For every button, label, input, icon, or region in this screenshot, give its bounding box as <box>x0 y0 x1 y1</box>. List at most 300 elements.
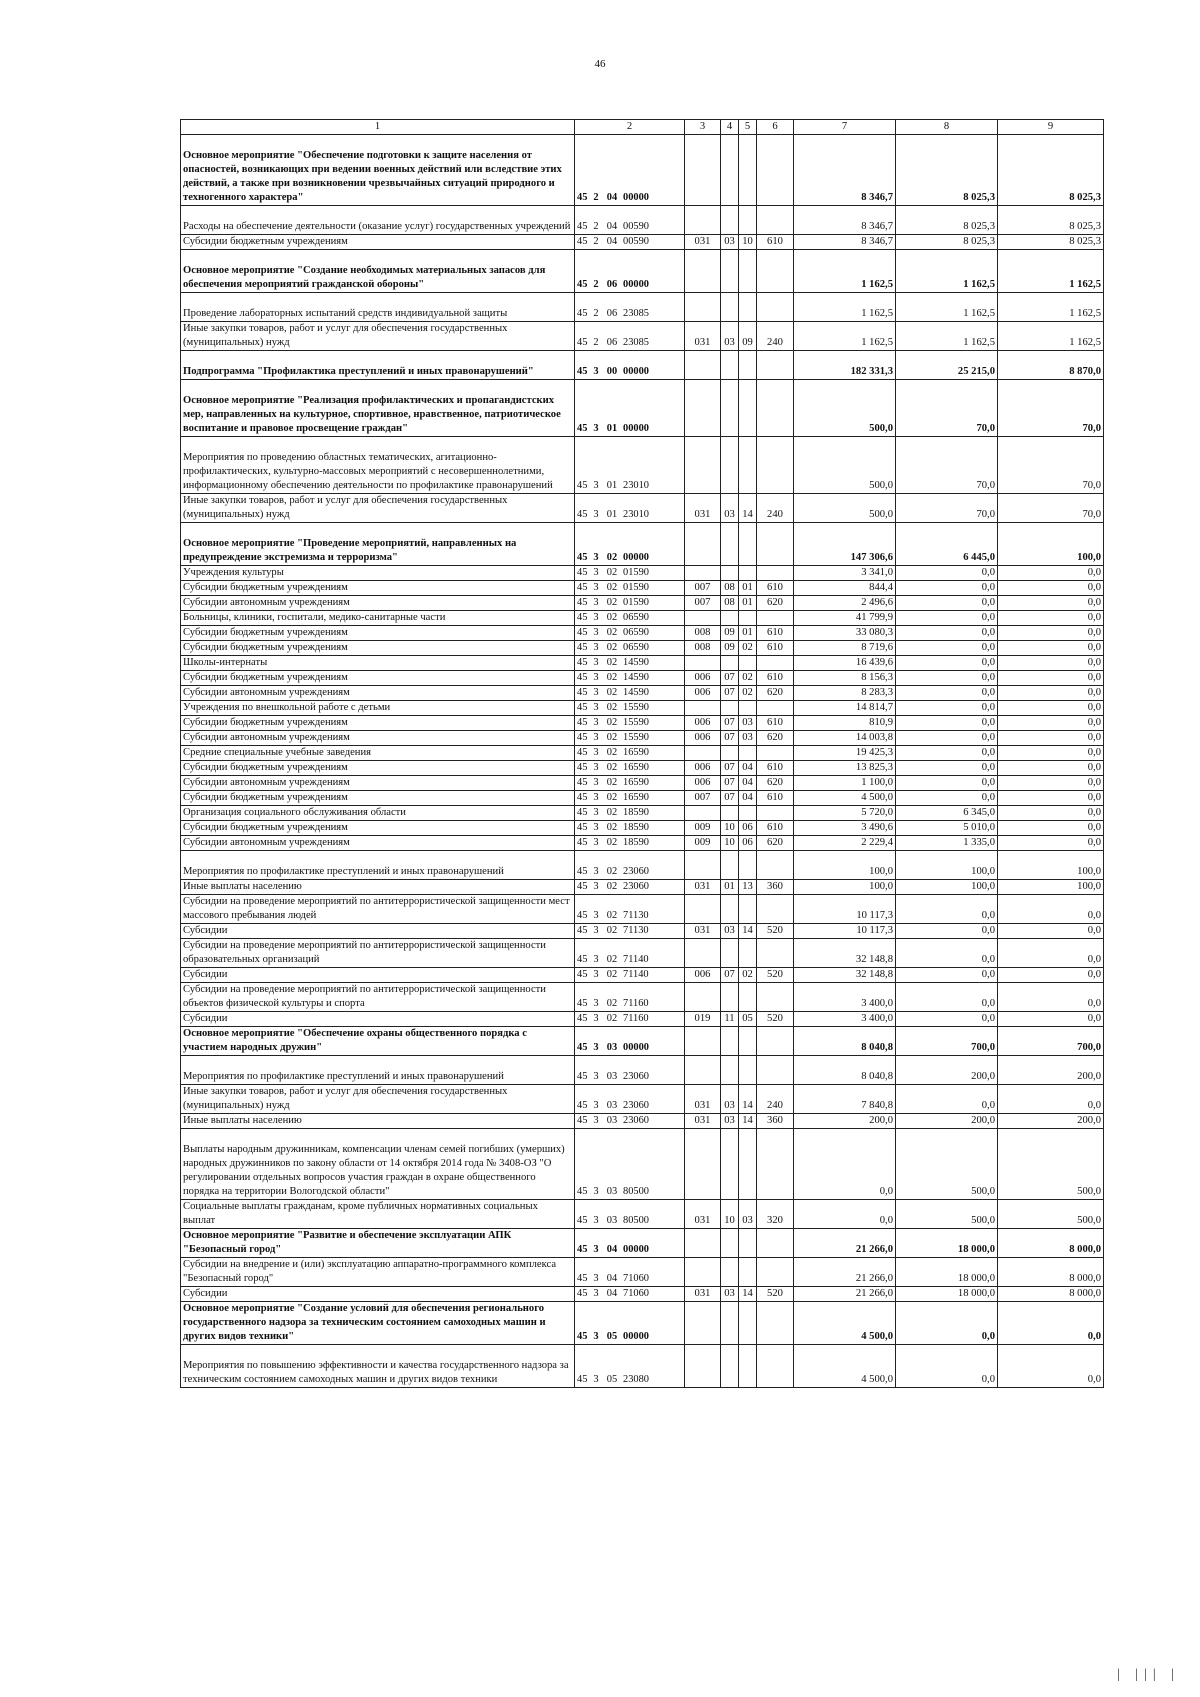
row-amount-col8: 5 010,0 <box>896 820 998 835</box>
row-admin-code: 031 <box>685 1084 721 1113</box>
code-part: 00 <box>606 366 618 378</box>
code-part: 45 <box>577 792 588 804</box>
row-subsection-code: 06 <box>739 820 757 835</box>
row-expense-type-code <box>757 850 794 879</box>
row-amount-col9: 70,0 <box>998 493 1104 522</box>
row-amount-col7: 4 500,0 <box>794 1301 896 1344</box>
code-part: 3 <box>593 480 599 492</box>
code-part: 80500 <box>623 1186 649 1198</box>
row-section-code <box>721 1228 739 1257</box>
row-expense-type-code <box>757 1257 794 1286</box>
row-amount-col8: 0,0 <box>896 655 998 670</box>
row-amount-col9: 0,0 <box>998 805 1104 820</box>
row-expense-type-code: 610 <box>757 234 794 249</box>
code-part: 45 <box>577 747 588 759</box>
row-expense-type-code <box>757 436 794 493</box>
row-code <box>575 850 685 879</box>
code-part: 2 <box>593 221 599 233</box>
row-name: Основное мероприятие "Реализация профилактических и пропагандистских мер, направленных на культурное, спортивное, нравственное, патриотическое воспитание и правовое просвещение граждан" <box>181 379 575 436</box>
row-expense-type-code <box>757 938 794 967</box>
scan-marks: | ||| | <box>1116 1667 1180 1682</box>
code-part: 05 <box>606 1331 618 1343</box>
code-part: 18590 <box>623 822 649 834</box>
row-name: Субсидии автономным учреждениям <box>181 835 575 850</box>
code-part: 45 <box>577 1186 588 1198</box>
code-part: 18590 <box>623 807 649 819</box>
row-code <box>575 249 685 292</box>
row-amount-col7: 1 100,0 <box>794 775 896 790</box>
code-part: 3 <box>593 717 599 729</box>
table-row <box>181 655 1104 670</box>
table-row <box>181 982 1104 1011</box>
row-subsection-code <box>739 1026 757 1055</box>
code-part: 45 <box>577 1115 588 1127</box>
row-amount-col8: 18 000,0 <box>896 1257 998 1286</box>
row-code <box>575 625 685 640</box>
code-part: 3 <box>593 1071 599 1083</box>
column-number: 9 <box>998 120 1104 135</box>
code-part: 2 <box>593 192 599 204</box>
column-number: 7 <box>794 120 896 135</box>
row-subsection-code <box>739 292 757 321</box>
row-amount-col7: 500,0 <box>794 493 896 522</box>
table-row <box>181 522 1104 565</box>
table-row <box>181 790 1104 805</box>
row-code <box>575 760 685 775</box>
row-amount-col8: 0,0 <box>896 670 998 685</box>
code-part: 04 <box>606 1273 618 1285</box>
row-amount-col9: 500,0 <box>998 1199 1104 1228</box>
column-number: 5 <box>739 120 757 135</box>
row-amount-col9: 700,0 <box>998 1026 1104 1055</box>
code-part: 3 <box>593 597 599 609</box>
row-expense-type-code <box>757 350 794 379</box>
row-expense-type-code <box>757 205 794 234</box>
code-part: 3 <box>593 1013 599 1025</box>
table-row <box>181 610 1104 625</box>
row-amount-col9: 0,0 <box>998 1084 1104 1113</box>
row-expense-type-code: 320 <box>757 1199 794 1228</box>
code-part: 3 <box>593 582 599 594</box>
code-part: 3 <box>593 672 599 684</box>
code-part: 2 <box>593 236 599 248</box>
code-part: 45 <box>577 1374 588 1386</box>
code-part: 00000 <box>623 1042 649 1054</box>
row-name: Мероприятия по профилактике преступлений и иных правонарушений <box>181 1055 575 1084</box>
row-admin-code <box>685 1026 721 1055</box>
row-amount-col7: 1 162,5 <box>794 292 896 321</box>
row-subsection-code: 05 <box>739 1011 757 1026</box>
code-part: 45 <box>577 642 588 654</box>
row-amount-col8: 0,0 <box>896 640 998 655</box>
row-code <box>575 775 685 790</box>
row-section-code <box>721 1301 739 1344</box>
row-expense-type-code: 620 <box>757 835 794 850</box>
row-code <box>575 1228 685 1257</box>
row-amount-col9: 0,0 <box>998 1344 1104 1387</box>
row-expense-type-code <box>757 134 794 205</box>
row-code <box>575 350 685 379</box>
code-part: 02 <box>606 582 618 594</box>
row-amount-col7: 182 331,3 <box>794 350 896 379</box>
row-expense-type-code <box>757 522 794 565</box>
row-expense-type-code: 520 <box>757 1011 794 1026</box>
code-part: 02 <box>606 998 618 1010</box>
code-part: 02 <box>606 807 618 819</box>
row-subsection-code: 01 <box>739 595 757 610</box>
row-expense-type-code <box>757 982 794 1011</box>
code-part: 45 <box>577 1288 588 1300</box>
code-part: 02 <box>606 1013 618 1025</box>
row-section-code <box>721 610 739 625</box>
row-section-code <box>721 1055 739 1084</box>
row-name: Субсидии бюджетным учреждениям <box>181 760 575 775</box>
row-code <box>575 730 685 745</box>
row-amount-col8: 0,0 <box>896 967 998 982</box>
code-part: 14590 <box>623 687 649 699</box>
row-amount-col9: 100,0 <box>998 879 1104 894</box>
code-part: 3 <box>593 910 599 922</box>
row-amount-col8: 0,0 <box>896 1011 998 1026</box>
row-section-code: 07 <box>721 775 739 790</box>
row-code <box>575 134 685 205</box>
row-code <box>575 493 685 522</box>
row-section-code: 07 <box>721 670 739 685</box>
row-section-code <box>721 700 739 715</box>
row-code <box>575 894 685 923</box>
row-admin-code: 031 <box>685 493 721 522</box>
row-admin-code <box>685 700 721 715</box>
row-code <box>575 700 685 715</box>
code-part: 01 <box>606 480 618 492</box>
row-amount-col7: 8 040,8 <box>794 1055 896 1084</box>
row-amount-col9: 0,0 <box>998 715 1104 730</box>
row-admin-code <box>685 1128 721 1199</box>
row-code <box>575 610 685 625</box>
code-part: 45 <box>577 236 588 248</box>
row-section-code: 01 <box>721 879 739 894</box>
code-part: 45 <box>577 366 588 378</box>
row-subsection-code: 14 <box>739 1113 757 1128</box>
row-code <box>575 205 685 234</box>
row-amount-col8: 70,0 <box>896 379 998 436</box>
row-admin-code: 006 <box>685 730 721 745</box>
row-amount-col8: 6 345,0 <box>896 805 998 820</box>
row-subsection-code <box>739 134 757 205</box>
code-part: 02 <box>606 837 618 849</box>
row-code <box>575 595 685 610</box>
row-section-code <box>721 655 739 670</box>
code-part: 02 <box>606 969 618 981</box>
code-part: 00000 <box>623 366 649 378</box>
table-row <box>181 595 1104 610</box>
row-code <box>575 522 685 565</box>
row-amount-col8: 100,0 <box>896 850 998 879</box>
code-part: 45 <box>577 1042 588 1054</box>
code-part: 80500 <box>623 1215 649 1227</box>
row-amount-col9: 0,0 <box>998 595 1104 610</box>
code-part: 45 <box>577 969 588 981</box>
code-part: 15590 <box>623 717 649 729</box>
row-subsection-code: 06 <box>739 835 757 850</box>
row-expense-type-code <box>757 745 794 760</box>
row-code <box>575 745 685 760</box>
row-amount-col9: 0,0 <box>998 820 1104 835</box>
code-part: 45 <box>577 582 588 594</box>
row-section-code <box>721 1026 739 1055</box>
column-number: 6 <box>757 120 794 135</box>
row-amount-col7: 2 229,4 <box>794 835 896 850</box>
row-name: Субсидии <box>181 967 575 982</box>
row-section-code <box>721 1344 739 1387</box>
code-part: 45 <box>577 762 588 774</box>
code-part: 45 <box>577 1244 588 1256</box>
row-amount-col8: 1 335,0 <box>896 835 998 850</box>
row-amount-col8: 0,0 <box>896 938 998 967</box>
code-part: 02 <box>606 717 618 729</box>
code-part: 45 <box>577 910 588 922</box>
code-part: 45 <box>577 837 588 849</box>
row-amount-col8: 700,0 <box>896 1026 998 1055</box>
code-part: 3 <box>593 1273 599 1285</box>
code-part: 3 <box>593 1215 599 1227</box>
code-part: 01 <box>606 509 618 521</box>
row-name: Субсидии бюджетным учреждениям <box>181 790 575 805</box>
row-amount-col9: 8 025,3 <box>998 205 1104 234</box>
row-amount-col8: 0,0 <box>896 982 998 1011</box>
code-part: 3 <box>593 509 599 521</box>
code-part: 45 <box>577 423 588 435</box>
row-admin-code <box>685 436 721 493</box>
row-subsection-code: 04 <box>739 775 757 790</box>
code-part: 23080 <box>623 1374 649 1386</box>
row-subsection-code <box>739 1128 757 1199</box>
row-expense-type-code <box>757 292 794 321</box>
row-name: Расходы на обеспечение деятельности (оказание услуг) государственных учреждений <box>181 205 575 234</box>
row-subsection-code <box>739 350 757 379</box>
row-section-code <box>721 249 739 292</box>
budget-table-body <box>181 120 1104 1388</box>
code-part: 02 <box>606 792 618 804</box>
row-name: Субсидии автономным учреждениям <box>181 685 575 700</box>
code-part: 3 <box>593 1244 599 1256</box>
code-part: 23060 <box>623 1115 649 1127</box>
row-amount-col7: 200,0 <box>794 1113 896 1128</box>
row-amount-col7: 3 490,6 <box>794 820 896 835</box>
code-part: 3 <box>593 567 599 579</box>
row-amount-col8: 0,0 <box>896 610 998 625</box>
row-admin-code <box>685 610 721 625</box>
code-part: 3 <box>593 657 599 669</box>
row-subsection-code: 14 <box>739 1084 757 1113</box>
row-subsection-code <box>739 745 757 760</box>
row-expense-type-code: 610 <box>757 640 794 655</box>
table-row <box>181 1286 1104 1301</box>
table-row <box>181 1026 1104 1055</box>
code-part: 45 <box>577 687 588 699</box>
code-part: 00590 <box>623 221 649 233</box>
code-part: 45 <box>577 627 588 639</box>
budget-table <box>180 119 1104 1388</box>
code-part: 02 <box>606 627 618 639</box>
row-name: Субсидии автономным учреждениям <box>181 730 575 745</box>
row-name: Иные закупки товаров, работ и услуг для обеспечения государственных (муниципальных) нужд <box>181 1084 575 1113</box>
row-section-code <box>721 350 739 379</box>
code-part: 02 <box>606 881 618 893</box>
code-part: 2 <box>593 308 599 320</box>
row-amount-col8: 18 000,0 <box>896 1286 998 1301</box>
code-part: 05 <box>606 1374 618 1386</box>
row-amount-col7: 8 283,3 <box>794 685 896 700</box>
code-part: 01 <box>606 423 618 435</box>
row-expense-type-code: 360 <box>757 1113 794 1128</box>
row-expense-type-code: 520 <box>757 967 794 982</box>
table-row <box>181 249 1104 292</box>
row-section-code <box>721 850 739 879</box>
code-part: 3 <box>593 612 599 624</box>
code-part: 71140 <box>623 969 649 981</box>
row-admin-code: 006 <box>685 685 721 700</box>
row-code <box>575 670 685 685</box>
row-name: Мероприятия по проведению областных тематических, агитационно-профилактических, культурно-массовых мероприятий с несовершеннолетними, информационному обеспечению деятельности по профилактике правонарушений <box>181 436 575 493</box>
code-part: 45 <box>577 925 588 937</box>
row-name: Основное мероприятие "Проведение мероприятий, направленных на предупреждение экстремизма и терроризма" <box>181 522 575 565</box>
code-part: 3 <box>593 1042 599 1054</box>
code-part: 06 <box>606 337 618 349</box>
table-row <box>181 436 1104 493</box>
code-part: 06 <box>606 308 618 320</box>
code-part: 16590 <box>623 747 649 759</box>
row-amount-col8: 0,0 <box>896 894 998 923</box>
code-part: 3 <box>593 1331 599 1343</box>
row-amount-col9: 0,0 <box>998 1301 1104 1344</box>
row-amount-col7: 100,0 <box>794 850 896 879</box>
row-subsection-code <box>739 1344 757 1387</box>
row-amount-col8: 6 445,0 <box>896 522 998 565</box>
row-amount-col9: 0,0 <box>998 894 1104 923</box>
row-amount-col7: 3 400,0 <box>794 982 896 1011</box>
row-code <box>575 1199 685 1228</box>
row-code <box>575 879 685 894</box>
table-row <box>181 967 1104 982</box>
code-part: 71140 <box>623 954 649 966</box>
row-section-code: 11 <box>721 1011 739 1026</box>
table-row <box>181 1128 1104 1199</box>
code-part: 01590 <box>623 597 649 609</box>
row-amount-col7: 33 080,3 <box>794 625 896 640</box>
row-name: Субсидии на проведение мероприятий по антитеррористической защищенности мест массового пребывания людей <box>181 894 575 923</box>
row-amount-col9: 0,0 <box>998 835 1104 850</box>
row-expense-type-code <box>757 610 794 625</box>
code-part: 23060 <box>623 1100 649 1112</box>
row-expense-type-code: 520 <box>757 923 794 938</box>
row-amount-col8: 0,0 <box>896 745 998 760</box>
row-amount-col7: 13 825,3 <box>794 760 896 775</box>
row-code <box>575 1257 685 1286</box>
code-part: 16590 <box>623 777 649 789</box>
table-row <box>181 670 1104 685</box>
row-name: Субсидии <box>181 1011 575 1026</box>
row-admin-code <box>685 850 721 879</box>
row-expense-type-code <box>757 805 794 820</box>
row-section-code: 03 <box>721 1084 739 1113</box>
code-part: 45 <box>577 480 588 492</box>
row-code <box>575 820 685 835</box>
row-admin-code: 006 <box>685 760 721 775</box>
code-part: 3 <box>593 762 599 774</box>
code-part: 45 <box>577 612 588 624</box>
row-amount-col8: 0,0 <box>896 760 998 775</box>
row-code <box>575 1055 685 1084</box>
row-amount-col8: 0,0 <box>896 595 998 610</box>
row-subsection-code <box>739 1301 757 1344</box>
code-part: 02 <box>606 657 618 669</box>
row-code <box>575 967 685 982</box>
row-code <box>575 292 685 321</box>
row-admin-code <box>685 1301 721 1344</box>
row-section-code: 07 <box>721 685 739 700</box>
code-part: 03 <box>606 1215 618 1227</box>
row-expense-type-code <box>757 379 794 436</box>
row-section-code <box>721 1128 739 1199</box>
code-part: 23010 <box>623 509 649 521</box>
row-expense-type-code <box>757 655 794 670</box>
row-amount-col7: 41 799,9 <box>794 610 896 625</box>
code-part: 01590 <box>623 567 649 579</box>
row-admin-code <box>685 565 721 580</box>
code-part: 04 <box>606 192 618 204</box>
row-amount-col9: 8 025,3 <box>998 234 1104 249</box>
row-amount-col9: 1 162,5 <box>998 249 1104 292</box>
code-part: 45 <box>577 552 588 564</box>
row-name: Иные выплаты населению <box>181 1113 575 1128</box>
row-amount-col8: 8 025,3 <box>896 234 998 249</box>
row-amount-col8: 0,0 <box>896 1301 998 1344</box>
row-amount-col7: 1 162,5 <box>794 321 896 350</box>
code-part: 04 <box>606 236 618 248</box>
row-amount-col7: 1 162,5 <box>794 249 896 292</box>
row-expense-type-code <box>757 1344 794 1387</box>
code-part: 06 <box>606 279 618 291</box>
table-row <box>181 685 1104 700</box>
row-admin-code: 031 <box>685 234 721 249</box>
code-part: 45 <box>577 672 588 684</box>
table-row <box>181 350 1104 379</box>
column-number-row <box>181 120 1104 135</box>
row-amount-col8: 25 215,0 <box>896 350 998 379</box>
row-amount-col9: 0,0 <box>998 625 1104 640</box>
code-part: 3 <box>593 1115 599 1127</box>
row-subsection-code: 14 <box>739 923 757 938</box>
row-section-code <box>721 292 739 321</box>
code-part: 04 <box>606 1288 618 1300</box>
code-part: 3 <box>593 747 599 759</box>
row-section-code: 03 <box>721 1113 739 1128</box>
table-row <box>181 820 1104 835</box>
table-row <box>181 1199 1104 1228</box>
row-code <box>575 565 685 580</box>
row-section-code <box>721 522 739 565</box>
table-row <box>181 850 1104 879</box>
code-part: 02 <box>606 954 618 966</box>
code-part: 45 <box>577 807 588 819</box>
row-name: Средние специальные учебные заведения <box>181 745 575 760</box>
code-part: 18590 <box>623 837 649 849</box>
code-part: 3 <box>593 881 599 893</box>
row-admin-code: 031 <box>685 1286 721 1301</box>
table-row <box>181 805 1104 820</box>
row-subsection-code: 02 <box>739 685 757 700</box>
